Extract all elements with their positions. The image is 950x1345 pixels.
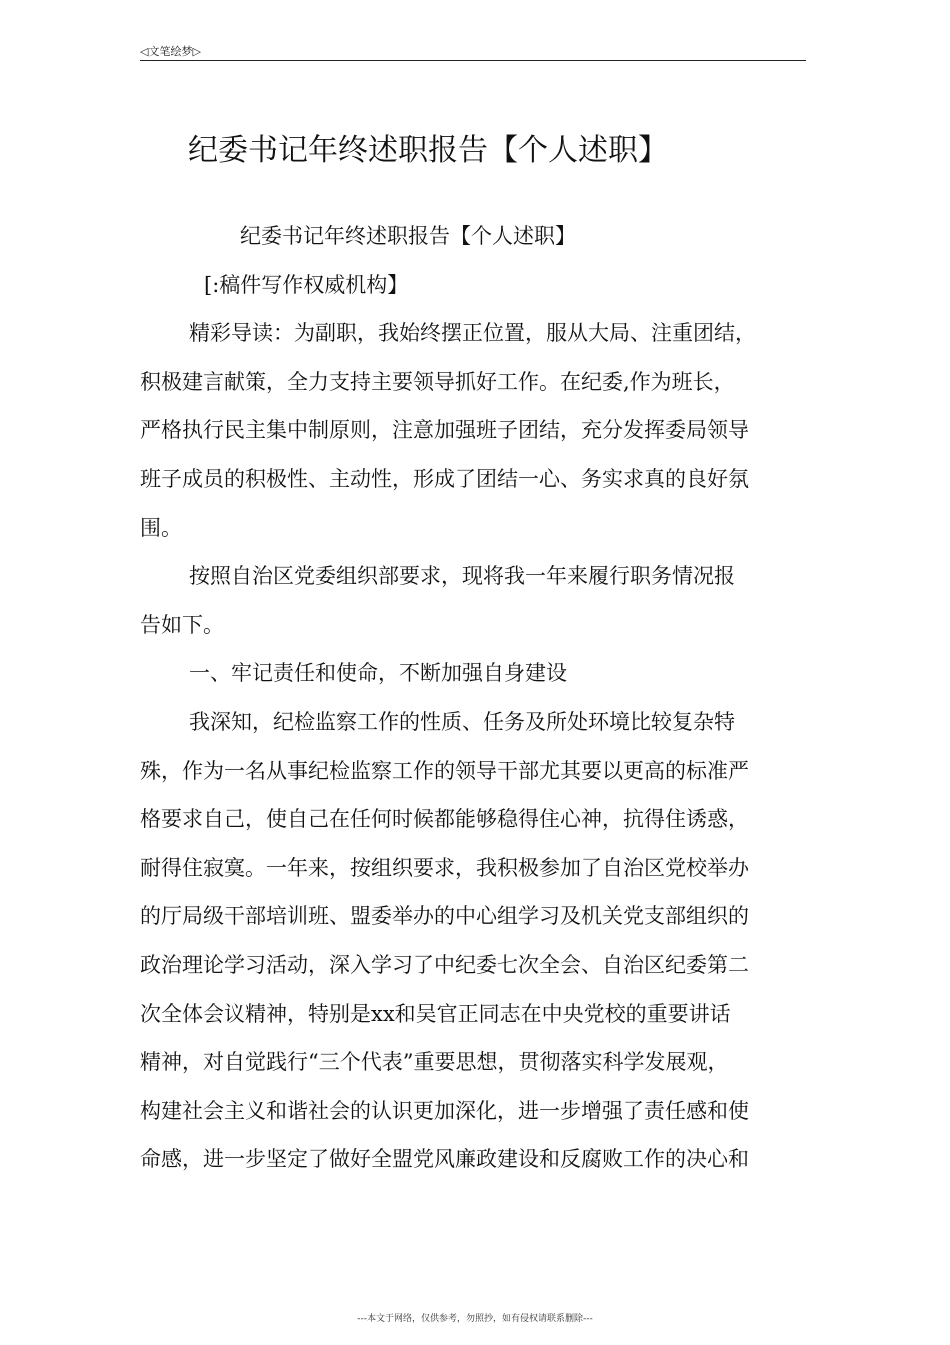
text-line: 积极建言献策，全力支持主要领导抓好工作。在纪委,作为班长， bbox=[140, 369, 735, 394]
document-subtitle: 纪委书记年终述职报告【个人述职】 bbox=[240, 224, 576, 248]
text-line: 殊，作为一名从事纪检监察工作的领导干部尤其要以更高的标准严 bbox=[140, 758, 749, 783]
header-label: ◁文笔绘梦▷ bbox=[140, 45, 201, 58]
text-line: 政治理论学习活动，深入学习了中纪委七次全会、自治区纪委第二 bbox=[140, 952, 749, 977]
text-line: 次全体会议精神，特别是xx和吴官正同志在中央党校的重要讲话 bbox=[140, 1001, 731, 1026]
text-line: 命感，进一步坚定了做好全盟党风廉政建设和反腐败工作的决心和 bbox=[140, 1147, 749, 1172]
text-line: 告如下。 bbox=[140, 612, 224, 637]
text-line: 我深知，纪检监察工作的性质、任务及所处环境比较复杂特 bbox=[189, 709, 735, 734]
text-line: 的厅局级干部培训班、盟委举办的中心组学习及机关党支部组织的 bbox=[140, 904, 749, 929]
text-line: 围。 bbox=[140, 515, 182, 540]
text-line: 精彩导读：为副职，我始终摆正位置，服从大局、注重团结， bbox=[189, 321, 756, 346]
footer-disclaimer: ---本文于网络，仅供参考，勿照抄，如有侵权请联系删除--- bbox=[357, 1314, 593, 1324]
header-divider bbox=[140, 60, 806, 61]
text-line: 按照自治区党委组织部要求，现将我一年来履行职务情况报 bbox=[189, 564, 735, 589]
text-line: 班子成员的积极性、主动性，形成了团结一心、务实求真的良好氛 bbox=[140, 466, 749, 491]
document-title: 纪委书记年终述职报告【个人述职】 bbox=[188, 133, 668, 168]
document-body bbox=[140, 218, 806, 1190]
body-text bbox=[140, 315, 806, 1190]
text-line: 精神，对自觉践行“三个代表”重要思想，贯彻落实科学发展观， bbox=[140, 1050, 729, 1075]
text-line: 构建社会主义和谐社会的认识更加深化，进一步增强了责任感和使 bbox=[140, 1098, 749, 1123]
text-line: 格要求自己，使自己在任何时候都能够稳得住心神，抗得住诱惑， bbox=[140, 807, 749, 832]
document-source: [:稿件写作权威机构】 bbox=[204, 272, 409, 297]
text-line: 严格执行民主集中制原则，注意加强班子团结，充分发挥委局领导 bbox=[140, 418, 749, 443]
text-line: 一、牢记责任和使命，不断加强自身建设 bbox=[189, 661, 567, 686]
text-line: 耐得住寂寞。一年来，按组织要求，我积极参加了自治区党校举办 bbox=[140, 855, 749, 880]
